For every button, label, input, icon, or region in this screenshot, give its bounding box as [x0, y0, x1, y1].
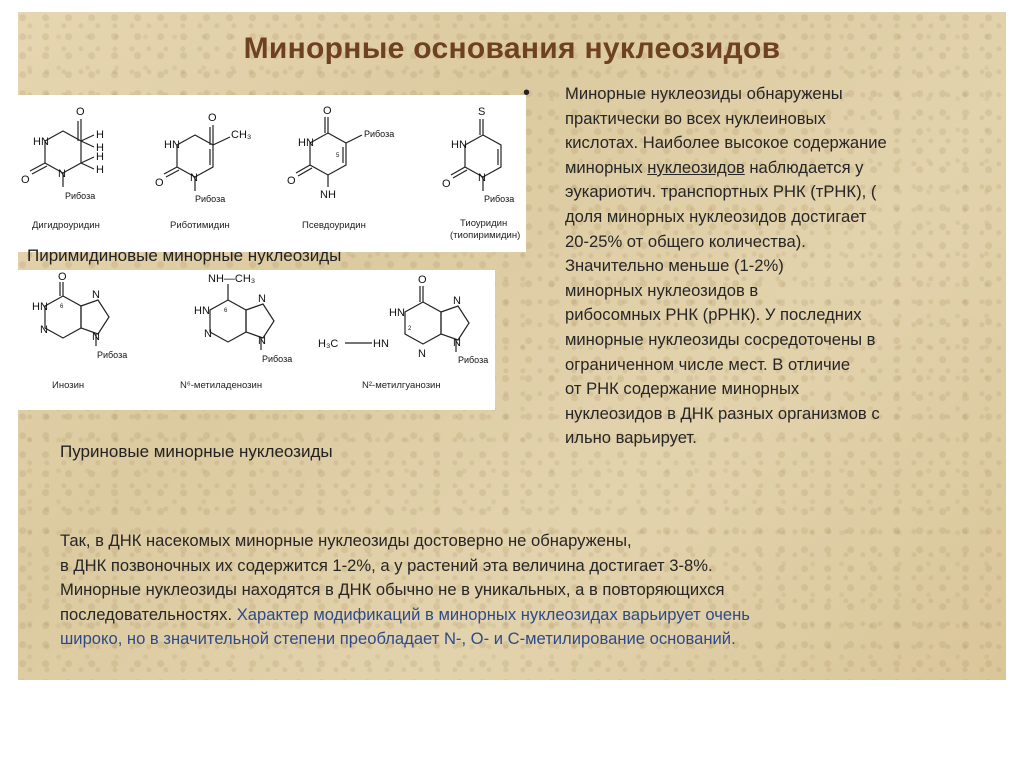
pyrimidine-structures-figure: [18, 95, 526, 252]
svg-text:O: O: [208, 112, 217, 124]
thiouridine-label: Тиоуридин: [460, 218, 508, 229]
paragraph-line: рибосомных РНК (рРНК). У последних: [565, 305, 862, 325]
methylguanosine-label: N²-метилгуанозин: [362, 380, 441, 391]
sulfur-label: S: [478, 106, 486, 118]
paragraph-line: доля минорных нуклеозидов достигает: [565, 206, 867, 226]
methyladenosine-structure: [180, 273, 292, 391]
paragraph-line: 20-25% от общего количества).: [565, 231, 806, 251]
svg-text:H: H: [96, 164, 104, 176]
svg-text:O: O: [323, 105, 332, 117]
svg-text:N: N: [58, 168, 66, 180]
highlighted-text: Характер модификаций в минорных нуклеозидах варьирует очень: [236, 604, 750, 624]
paragraph-line: кислотах. Наиболее высокое содержание: [565, 133, 887, 153]
paragraph-line: Минорные нуклеозиды обнаружены: [565, 84, 843, 103]
bottom-paragraph: [60, 529, 1010, 652]
ribose-label: Рибоза: [484, 194, 515, 204]
line-segment: последовательностях.: [60, 604, 237, 624]
ribose-label: Рибоза: [364, 129, 395, 139]
paragraph-line: практически во всех нуклеиновых: [565, 108, 826, 128]
line-segment: минорных: [565, 157, 648, 177]
paragraph-line: [565, 156, 1005, 181]
svg-text:N: N: [92, 289, 100, 301]
inosine-structure: [32, 271, 127, 391]
inosine-label: Инозин: [52, 380, 85, 391]
paragraph-line: Так, в ДНК насекомых минорные нуклеозиды достоверно не обнаружены,: [60, 531, 632, 550]
svg-text:H: H: [96, 151, 104, 163]
thiouridine-sublabel: (тиопиримидин): [450, 230, 521, 241]
line-segment: наблюдается у: [744, 157, 864, 177]
svg-text:NH: NH: [320, 189, 336, 201]
pyrimidine-caption: Пиримидиновые минорные нуклеозиды: [27, 246, 342, 265]
svg-text:N: N: [204, 328, 212, 340]
svg-text:O: O: [442, 178, 451, 190]
svg-text:6: 6: [60, 304, 64, 310]
paragraph-line: Значительно меньше (1-2%): [565, 256, 784, 276]
svg-text:H: H: [96, 142, 104, 154]
svg-text:H: H: [96, 129, 104, 141]
pseudouridine-structure: [287, 105, 394, 231]
methyladenosine-label: N⁶-метиладенозин: [180, 380, 263, 391]
ribose-label: Рибоза: [97, 350, 128, 360]
paragraph-line: минорных нуклеозидов в: [565, 280, 759, 300]
bullet-marker: •: [523, 82, 531, 104]
svg-text:N: N: [190, 172, 198, 184]
ribose-label: Рибоза: [195, 194, 226, 204]
ribose-label: Рибоза: [65, 191, 96, 201]
slide-title: Минорные основания нуклеозидов: [243, 32, 781, 65]
ribothymidine-label: Риботимидин: [170, 220, 230, 231]
h3c-label: H₃C: [318, 338, 339, 350]
methyl-label: CH₃: [231, 129, 252, 141]
right-paragraph: [565, 82, 1005, 451]
svg-text:HN: HN: [164, 139, 180, 151]
paragraph-line: эукариотич. транспортных РНК (тРНК), (: [565, 182, 877, 202]
paragraph-line: [60, 603, 1010, 628]
svg-text:N: N: [40, 324, 48, 336]
svg-text:HN: HN: [33, 136, 49, 148]
dihydrouridine-structure: [21, 106, 104, 231]
svg-text:HN: HN: [373, 338, 389, 350]
svg-text:HN: HN: [298, 137, 314, 149]
svg-text:HN: HN: [32, 301, 48, 313]
slide: [18, 12, 1006, 680]
svg-text:2: 2: [408, 326, 412, 332]
svg-text:N: N: [453, 337, 461, 349]
svg-text:N: N: [92, 331, 100, 343]
svg-text:N: N: [258, 293, 266, 305]
svg-text:O: O: [155, 177, 164, 189]
paragraph-line: от РНК содержание минорных: [565, 379, 800, 399]
ribose-label: Рибоза: [458, 355, 489, 365]
svg-text:5: 5: [336, 153, 340, 159]
purine-caption: Пуриновые минорные нуклеозиды: [60, 442, 333, 461]
svg-text:N: N: [418, 348, 426, 360]
svg-text:O: O: [58, 271, 67, 283]
svg-text:HN: HN: [451, 139, 467, 151]
methylguanosine-structure: [318, 274, 488, 391]
ribose-label: Рибоза: [262, 354, 293, 364]
ribothymidine-structure: [155, 112, 251, 231]
svg-text:N: N: [258, 335, 266, 347]
paragraph-line: ограниченном числе мест. В отличие: [565, 354, 851, 374]
svg-text:6: 6: [224, 308, 228, 314]
svg-text:N: N: [453, 295, 461, 307]
svg-text:N: N: [478, 172, 486, 184]
pseudouridine-label: Псевдоуридин: [302, 220, 366, 231]
svg-text:O: O: [287, 175, 296, 187]
svg-text:O: O: [418, 274, 427, 286]
svg-text:O: O: [21, 174, 30, 186]
paragraph-line: минорные нуклеозиды сосредоточены в: [565, 329, 876, 349]
nh-ch3-label: NH—CH₃: [208, 273, 256, 285]
svg-text:O: O: [76, 106, 85, 118]
purine-structures-figure: [18, 270, 495, 410]
underlined-term: нуклеозидов: [647, 157, 745, 177]
purine-structures-panel: [18, 270, 495, 410]
dihydrouridine-label: Дигидроуридин: [32, 220, 100, 231]
paragraph-line: ильно варьирует.: [565, 428, 697, 448]
thiouridine-structure: [442, 106, 520, 241]
paragraph-line: в ДНК позвоночных их содержится 1-2%, а у растений эта величина достигает 3-8%.: [60, 555, 713, 575]
paragraph-line: Минорные нуклеозиды находятся в ДНК обычно не в уникальных, а в повторяющихся: [60, 580, 725, 600]
svg-text:HN: HN: [194, 305, 210, 317]
svg-text:HN: HN: [389, 307, 405, 319]
paragraph-line: нуклеозидов в ДНК разных организмов с: [565, 403, 880, 423]
paragraph-line: широко, но в значительной степени преобладает N-, О- и С-метилирование оснований.: [60, 629, 736, 649]
pyrimidine-structures-panel: [18, 95, 526, 252]
